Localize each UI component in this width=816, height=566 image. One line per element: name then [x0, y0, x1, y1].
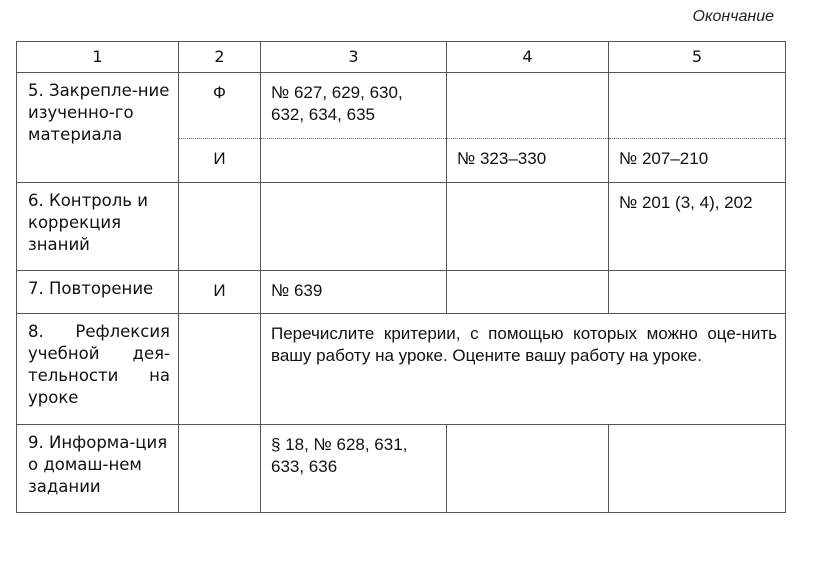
- cell-col-5: № 207–210: [609, 139, 786, 183]
- cell-col-4: [447, 73, 609, 139]
- cell-col-4: [447, 183, 609, 271]
- header-col-3: 3: [261, 42, 447, 73]
- cell-col-3: [261, 183, 447, 271]
- table-row: [17, 183, 786, 271]
- header-col-4: 4: [447, 42, 609, 73]
- cell-col-3: [261, 139, 447, 183]
- stage-label: 8. Рефлексия учебной дея-тельности на уроке: [17, 314, 179, 425]
- cell-col-5: № 201 (3, 4), 202: [609, 183, 786, 271]
- stage-label: 5. Закрепле-ние изученно-го материала: [17, 73, 179, 183]
- stage-label: 9. Информа-ция о домаш-нем задании: [17, 425, 179, 513]
- header-col-2: 2: [179, 42, 261, 73]
- form-cell: [179, 183, 261, 271]
- form-cell: Ф: [179, 73, 261, 139]
- stage-label: 7. Повторение: [17, 271, 179, 314]
- form-cell: И: [179, 271, 261, 314]
- header-col-5: 5: [609, 42, 786, 73]
- cell-col-5: [609, 425, 786, 513]
- cell-col-3: № 639: [261, 271, 447, 314]
- stage-label: 6. Контроль и коррекция знаний: [17, 183, 179, 271]
- lesson-plan-table: [16, 41, 786, 513]
- cell-col-4: [447, 271, 609, 314]
- continuation-caption: Окончание: [692, 8, 774, 25]
- table-row: [17, 425, 786, 513]
- form-cell: [179, 425, 261, 513]
- reflection-text: Перечислите критерии, с помощью которых можно оце-нить вашу работу на уроке. Оцените вашу работу на уроке.: [261, 314, 786, 425]
- header-col-1: 1: [17, 42, 179, 73]
- header-row: [17, 42, 786, 73]
- table-row: [17, 314, 786, 425]
- cell-col-5: [609, 271, 786, 314]
- cell-col-4: № 323–330: [447, 139, 609, 183]
- form-cell: И: [179, 139, 261, 183]
- form-cell: [179, 314, 261, 425]
- table-row: [17, 271, 786, 314]
- table-row: [17, 73, 786, 139]
- cell-col-3: № 627, 629, 630, 632, 634, 635: [261, 73, 447, 139]
- cell-col-5: [609, 73, 786, 139]
- cell-col-4: [447, 425, 609, 513]
- cell-col-3: § 18, № 628, 631, 633, 636: [261, 425, 447, 513]
